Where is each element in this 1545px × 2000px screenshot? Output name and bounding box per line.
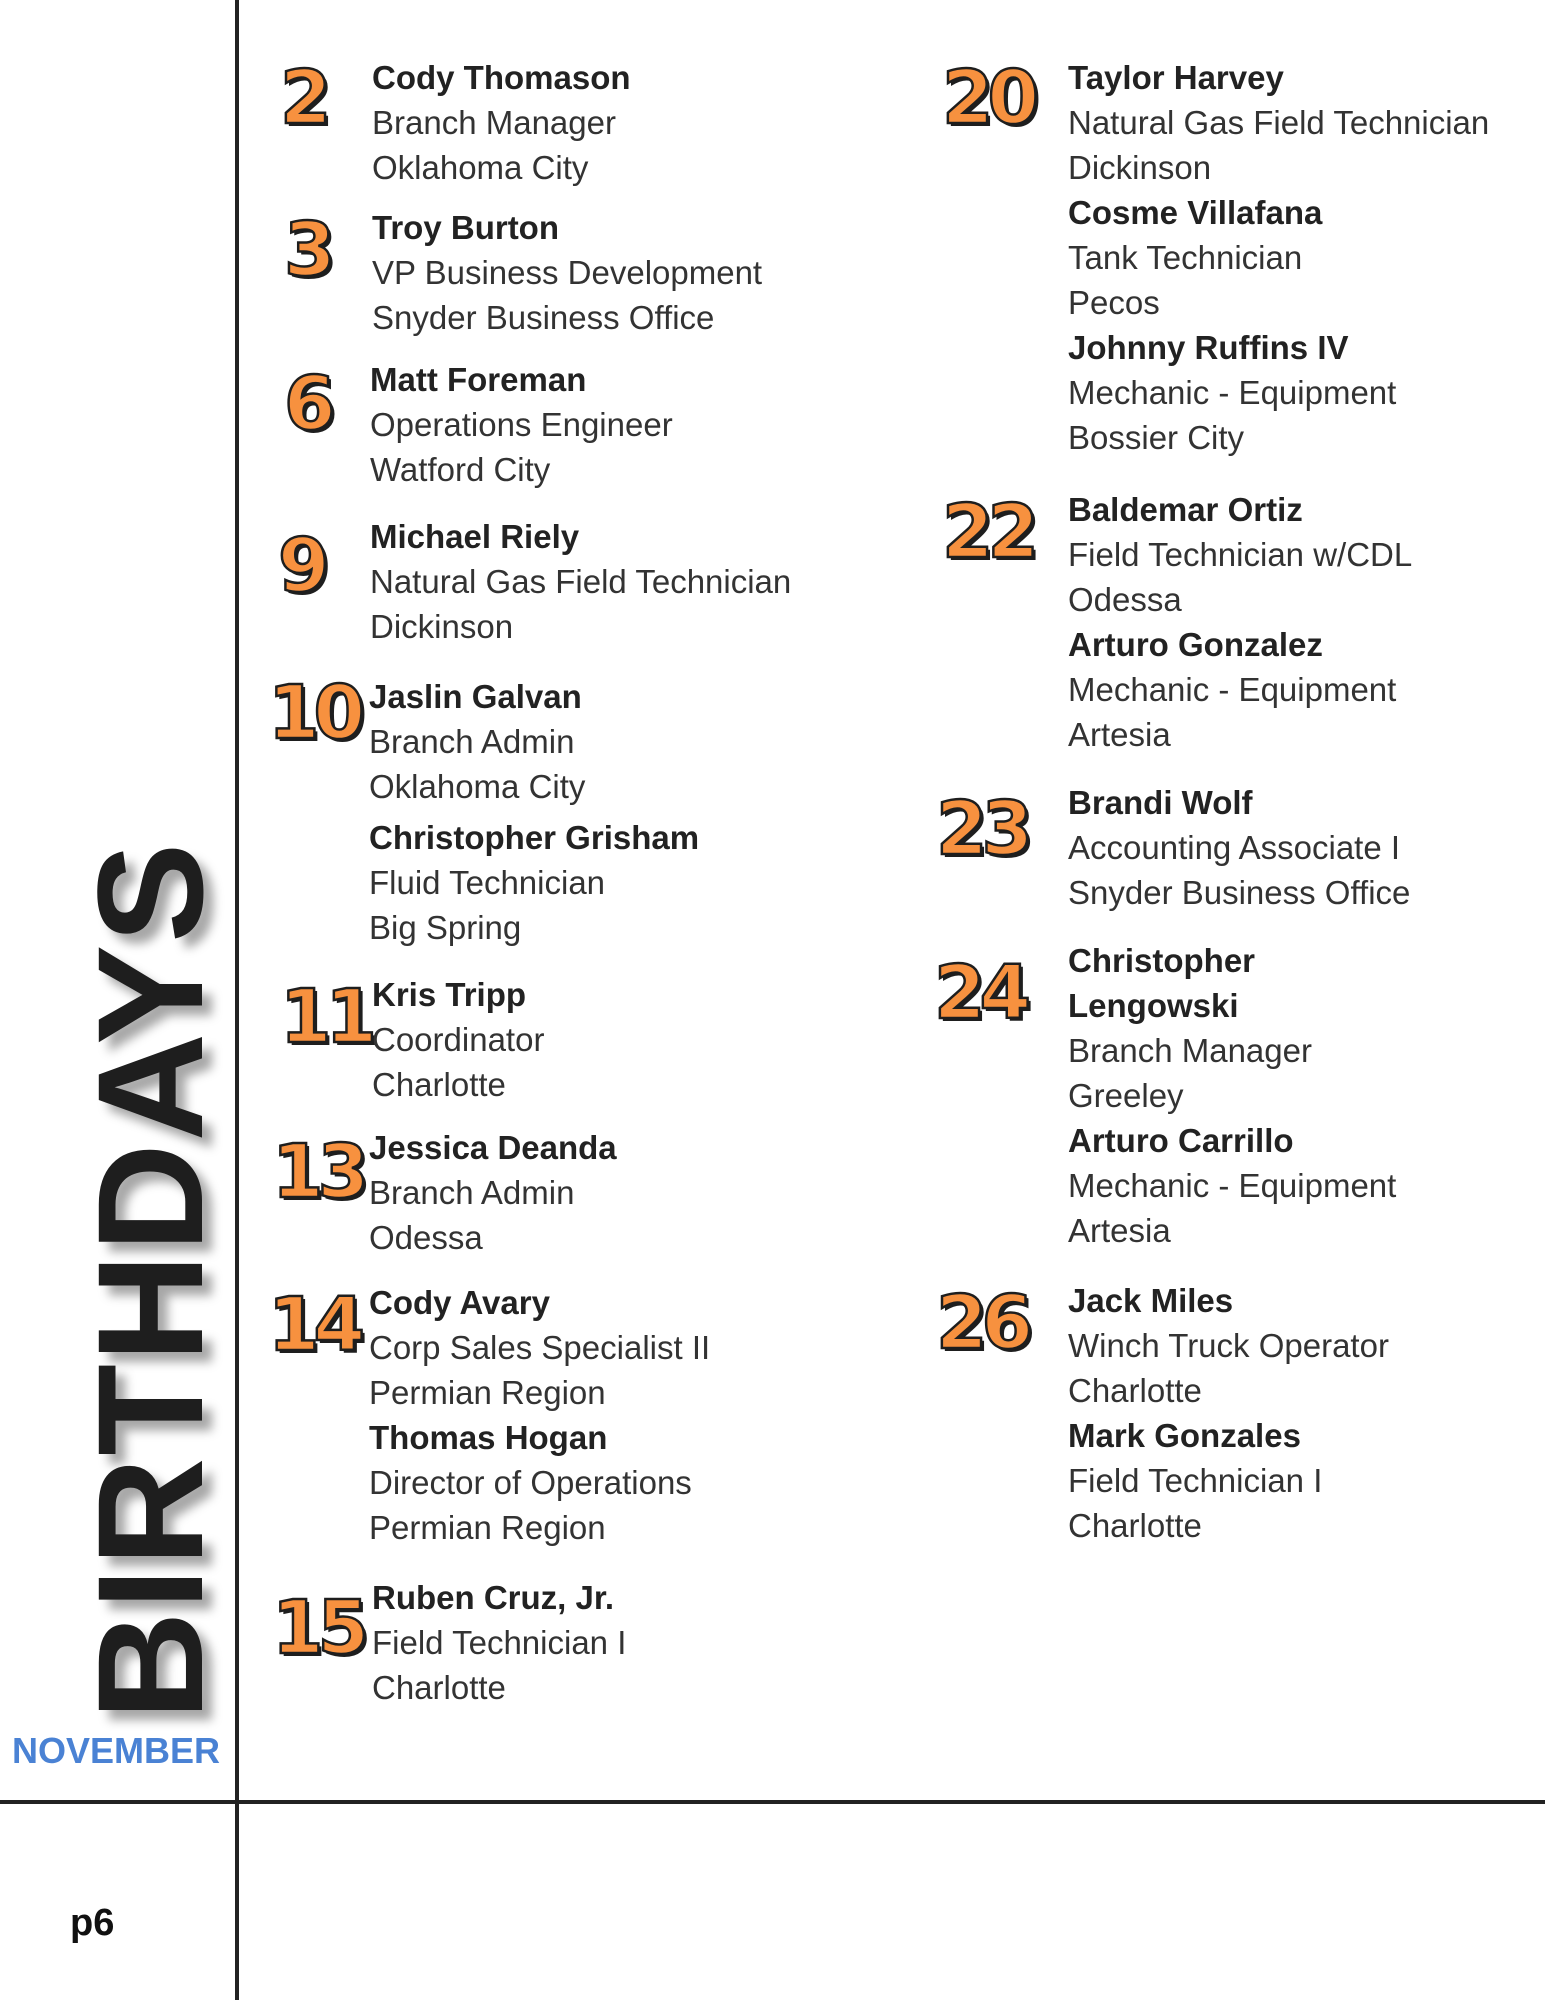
person-location: Oklahoma City bbox=[369, 768, 586, 805]
day-number: 26 bbox=[936, 1280, 1027, 1366]
person-title: Mechanic - Equipment bbox=[1068, 1167, 1397, 1204]
person-location: Permian Region bbox=[369, 1509, 606, 1546]
person-title: Mechanic - Equipment bbox=[1068, 374, 1397, 411]
person-name: Johnny Ruffins IV bbox=[1068, 329, 1349, 366]
day-number: 14 bbox=[268, 1282, 359, 1368]
person-location: Pecos bbox=[1068, 284, 1160, 321]
person-title: Winch Truck Operator bbox=[1068, 1327, 1389, 1364]
horizontal-divider bbox=[0, 1800, 1545, 1804]
person-location: Watford City bbox=[370, 451, 551, 488]
person-location: Dickinson bbox=[1068, 149, 1212, 186]
vertical-divider bbox=[235, 0, 239, 2000]
person-title: Tank Technician bbox=[1068, 239, 1303, 276]
person-title: Accounting Associate I bbox=[1068, 829, 1401, 866]
person-name: Kris Tripp bbox=[372, 976, 527, 1013]
person-title: Corp Sales Specialist II bbox=[369, 1329, 711, 1366]
person-title: Natural Gas Field Technician bbox=[370, 563, 792, 600]
day-number: 2 bbox=[280, 55, 326, 141]
person-title: Operations Engineer bbox=[370, 406, 673, 443]
person-title: Branch Admin bbox=[369, 723, 575, 760]
person-name: Cody Thomason bbox=[372, 59, 631, 96]
person-location: Odessa bbox=[1068, 581, 1182, 618]
person-title: Branch Admin bbox=[369, 1174, 575, 1211]
person-location: Dickinson bbox=[370, 608, 514, 645]
person-name: Mark Gonzales bbox=[1068, 1417, 1301, 1454]
person-location: Charlotte bbox=[372, 1669, 506, 1706]
person-title: Director of Operations bbox=[369, 1464, 692, 1501]
day-number: 3 bbox=[284, 207, 330, 293]
person-name: Arturo Gonzalez bbox=[1068, 626, 1323, 663]
person-location: Big Spring bbox=[369, 909, 522, 946]
person-location: Bossier City bbox=[1068, 419, 1245, 456]
person-name: Taylor Harvey bbox=[1068, 59, 1284, 96]
person-name: Troy Burton bbox=[372, 209, 559, 246]
person-name: Ruben Cruz, Jr. bbox=[372, 1579, 615, 1616]
person-name: Arturo Carrillo bbox=[1068, 1122, 1294, 1159]
person-name: Brandi Wolf bbox=[1068, 784, 1253, 821]
person-name: Christopher Grisham bbox=[369, 819, 700, 856]
page-title: BIRTHDAYS bbox=[66, 840, 234, 1720]
person-title: Field Technician I bbox=[372, 1624, 627, 1661]
person-title: Field Technician w/CDL bbox=[1068, 536, 1413, 573]
person-location: Charlotte bbox=[1068, 1372, 1202, 1409]
page-number: p6 bbox=[70, 1902, 115, 1944]
day-number: 11 bbox=[280, 974, 371, 1060]
person-name: Michael Riely bbox=[370, 518, 580, 555]
person-name: Jaslin Galvan bbox=[369, 678, 582, 715]
person-location: Greeley bbox=[1068, 1077, 1184, 1114]
person-location: Charlotte bbox=[1068, 1507, 1202, 1544]
day-number: 13 bbox=[272, 1129, 363, 1215]
person-title: Field Technician I bbox=[1068, 1462, 1323, 1499]
person-title: Coordinator bbox=[372, 1021, 545, 1058]
person-title: Natural Gas Field Technician bbox=[1068, 104, 1490, 141]
day-number: 9 bbox=[278, 523, 324, 609]
person-name: Thomas Hogan bbox=[369, 1419, 608, 1456]
person-title: Mechanic - Equipment bbox=[1068, 671, 1397, 708]
person-title: Fluid Technician bbox=[369, 864, 606, 901]
person-name: Cody Avary bbox=[369, 1284, 550, 1321]
person-location: Snyder Business Office bbox=[1068, 874, 1411, 911]
person-title: VP Business Development bbox=[372, 254, 763, 291]
person-title: Branch Manager bbox=[372, 104, 616, 141]
day-number: 20 bbox=[942, 55, 1033, 141]
month-label: NOVEMBER bbox=[12, 1730, 221, 1771]
person-name: Jack Miles bbox=[1068, 1282, 1234, 1319]
day-number: 22 bbox=[942, 489, 1033, 575]
person-name: Baldemar Ortiz bbox=[1068, 491, 1303, 528]
day-number: 10 bbox=[268, 670, 359, 756]
day-number: 24 bbox=[934, 950, 1025, 1036]
person-title: Branch Manager bbox=[1068, 1032, 1312, 1069]
person-location: Charlotte bbox=[372, 1066, 506, 1103]
person-location: Permian Region bbox=[369, 1374, 606, 1411]
person-name: Cosme Villafana bbox=[1068, 194, 1323, 231]
person-location: Snyder Business Office bbox=[372, 299, 715, 336]
person-name: Christopher Lengowski bbox=[1068, 942, 1256, 1024]
day-number: 15 bbox=[272, 1585, 363, 1671]
person-location: Oklahoma City bbox=[372, 149, 589, 186]
day-number: 23 bbox=[936, 786, 1027, 872]
day-number: 6 bbox=[284, 361, 330, 447]
person-name: Jessica Deanda bbox=[369, 1129, 617, 1166]
person-location: Artesia bbox=[1068, 1212, 1171, 1249]
person-name: Matt Foreman bbox=[370, 361, 587, 398]
person-location: Odessa bbox=[369, 1219, 483, 1256]
person-location: Artesia bbox=[1068, 716, 1171, 753]
